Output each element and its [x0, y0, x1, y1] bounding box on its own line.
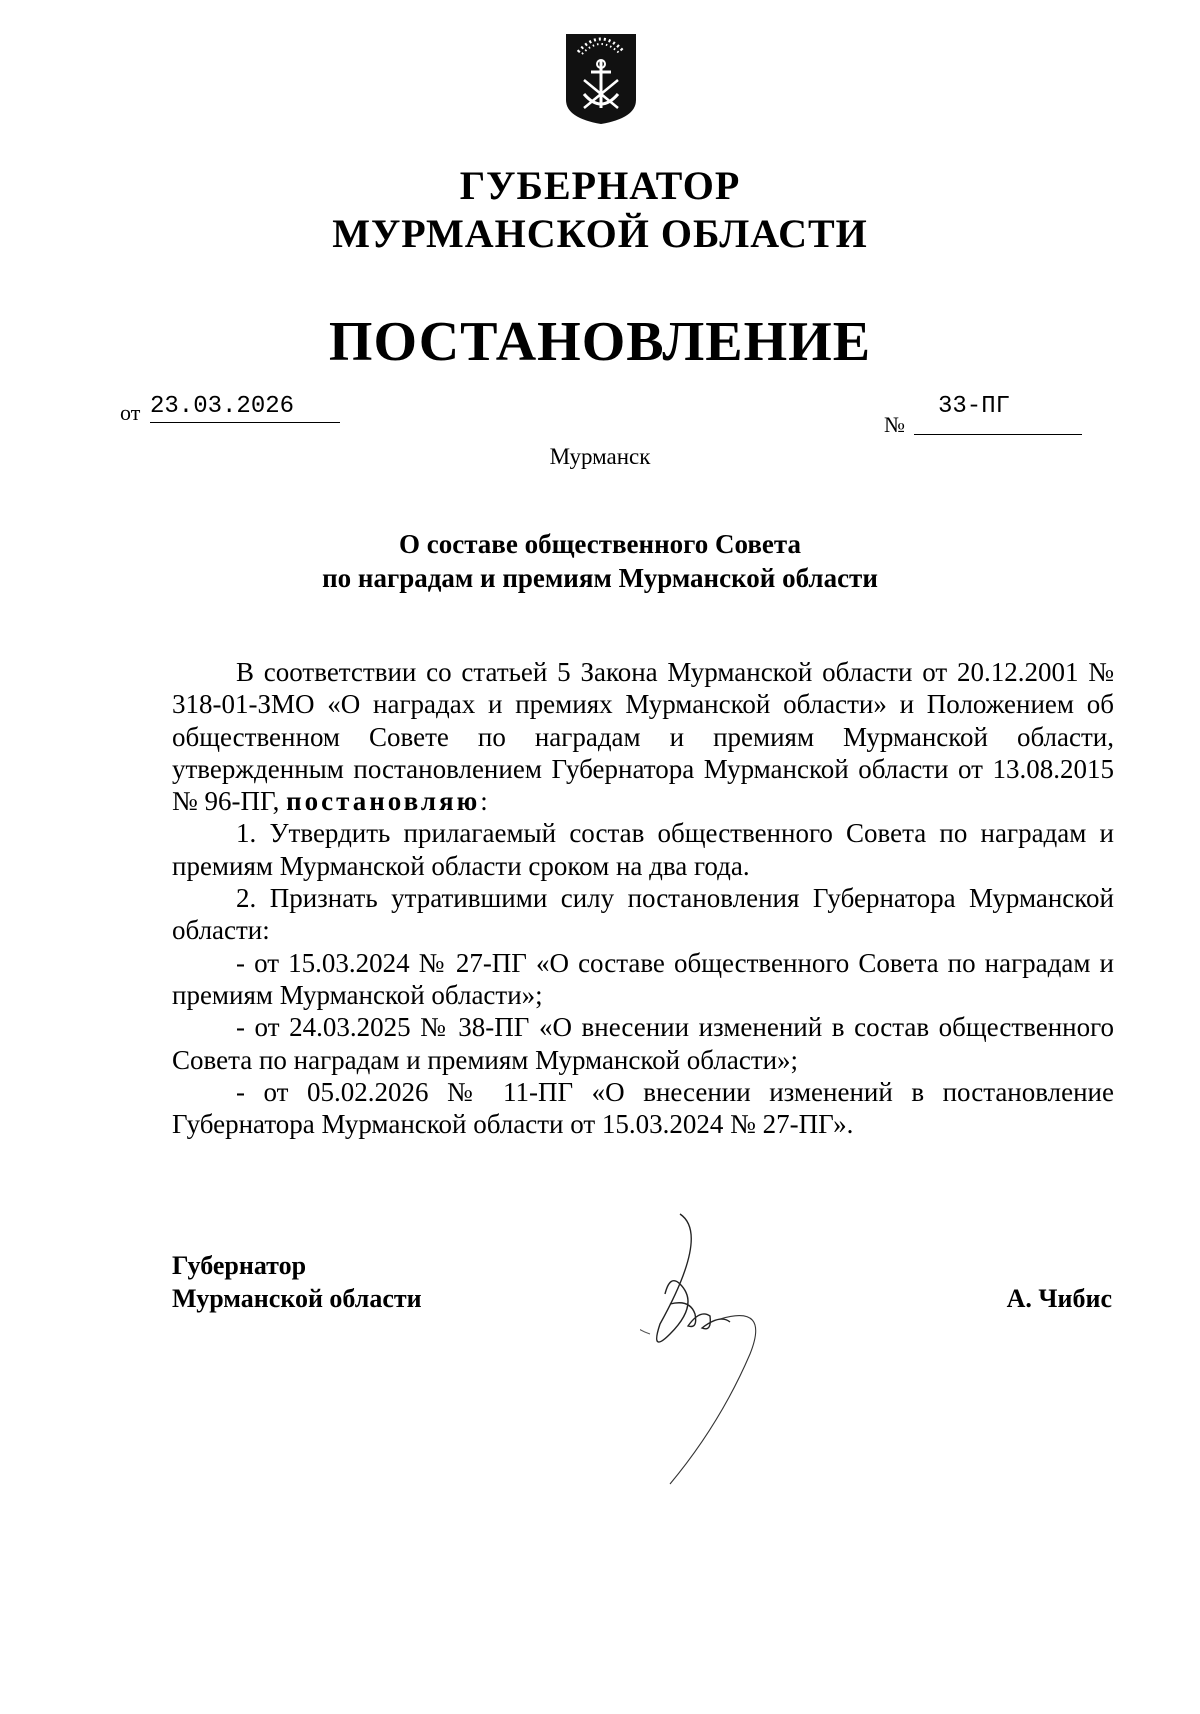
- city-name: Мурманск: [549, 444, 651, 469]
- subject-title-line1: О составе общественного Совета: [399, 529, 801, 559]
- document-number: 33-ПГ: [914, 393, 1082, 435]
- signatory-name: А. Чибис: [1006, 1284, 1112, 1313]
- preamble-paragraph: [172, 656, 1114, 817]
- repealed-act-1: - от 15.03.2024 № 27-ПГ «О составе общественного Совета по наградам и премиям Мурманской области»;: [172, 947, 1114, 1010]
- handwritten-signature: [640, 1204, 840, 1504]
- document-type-title: ПОСТАНОВЛЕНИЕ: [328, 311, 872, 373]
- decree-colon: :: [480, 786, 488, 817]
- item-1-paragraph: 1. Утвердить прилагаемый состав общественного Совета по наградам и премиям Мурманской области сроком на два года.: [172, 818, 1114, 881]
- subject-title-line2: по наградам и премиям Мурманской области: [322, 563, 878, 593]
- number-prefix: №: [884, 412, 905, 437]
- repealed-act-3: - от 05.02.2026 № 11-ПГ «О внесении изменений в постановление Губернатора Мурманской области от 15.03.2024 № 27-ПГ».: [172, 1076, 1114, 1140]
- document-body: [172, 656, 1114, 1140]
- authority-title-line1: ГУБЕРНАТОР: [459, 163, 741, 208]
- date-prefix: от: [120, 400, 141, 425]
- decree-word: постановляю: [286, 786, 481, 817]
- authority-title-line2: МУРМАНСКОЙ ОБЛАСТИ: [332, 211, 868, 256]
- document-date: 23.03.2026: [150, 393, 340, 423]
- signatory-position: [172, 1249, 422, 1315]
- item-2-paragraph: 2. Признать утратившими силу постановления Губернатора Мурманской области:: [172, 883, 1114, 946]
- signatory-position-line1: Губернатор: [172, 1251, 307, 1280]
- repealed-act-2: - от 24.03.2025 № 38-ПГ «О внесении изменений в состав общественного Совета по наградам и премиям Мурманской области»;: [172, 1012, 1114, 1075]
- preamble-text: В соответствии со статьей 5 Закона Мурманской области от 20.12.2001 № 318-01-ЗМО «О наградах и премиях Мурманской области» и Положением об общественном Совете по наградам и премиям Мурманской области, утвержденным постановлением Губернатора Мурманской области от 13.08.2015 № 96-ПГ,: [172, 657, 1114, 817]
- signatory-position-line2: Мурманской области: [172, 1284, 422, 1313]
- coat-of-arms-emblem: [562, 30, 640, 126]
